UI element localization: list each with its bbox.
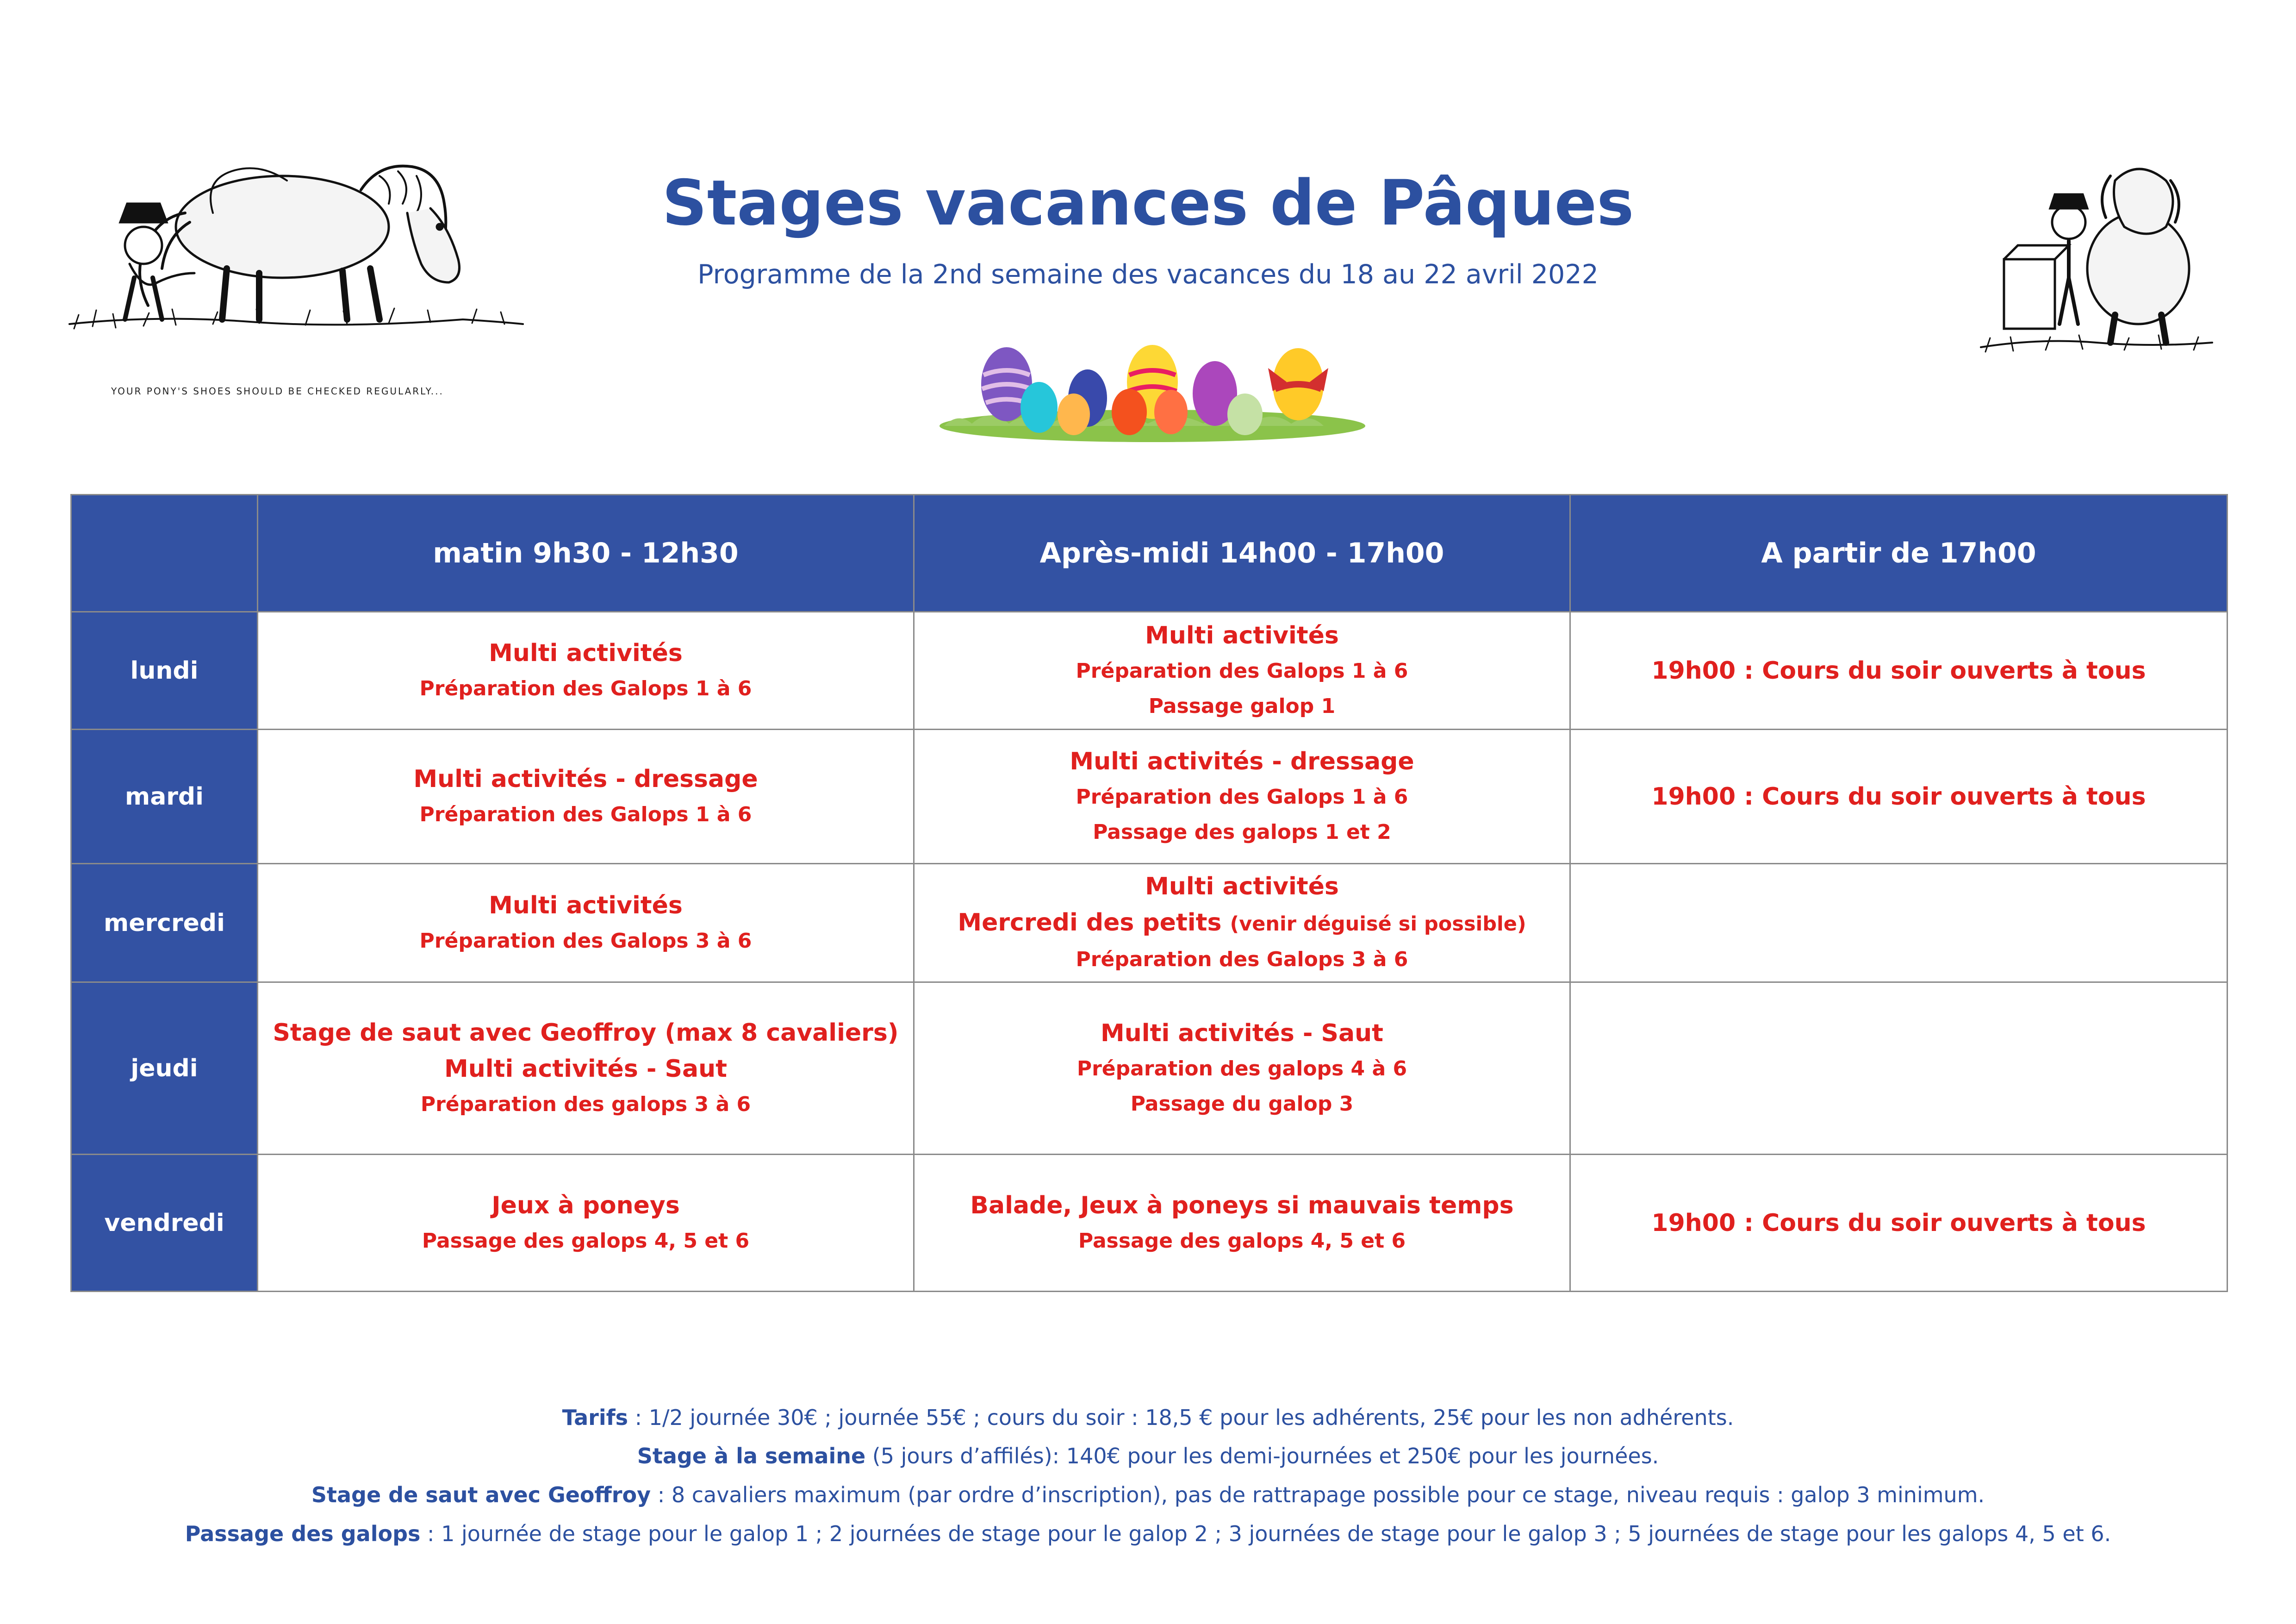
table-row-mardi (71, 730, 2228, 864)
header-empty-cell (71, 495, 258, 612)
activity-sub: Passage du galop 3 (1130, 1092, 1354, 1116)
activity-main: Multi activités - dressage (1070, 747, 1414, 775)
activity-note: (venir déguisé si possible) (1230, 912, 1526, 936)
cell-soir (1570, 730, 2228, 864)
day-label: mercredi (71, 864, 258, 982)
footer-passage-galops (0, 1521, 2296, 1546)
footer-label: Stage de saut avec Geoffroy (311, 1482, 651, 1507)
table-row-mercredi (71, 864, 2228, 982)
page-title: Stages vacances de Pâques (662, 167, 1634, 239)
activity-sub: Passage des galops 4, 5 et 6 (422, 1229, 750, 1253)
cell-apres-midi (914, 982, 1570, 1155)
cell-matin (258, 864, 914, 982)
activity-main: 19h00 : Cours du soir ouverts à tous (1651, 782, 2146, 811)
activity-sub: Préparation des galops 4 à 6 (1076, 1056, 1407, 1081)
day-label: vendredi (71, 1155, 258, 1292)
activity-main: Multi activités - Saut (1101, 1019, 1383, 1047)
activity-sub: Préparation des Galops 1 à 6 (419, 802, 752, 826)
cell-apres-midi (914, 864, 1570, 982)
cell-matin (258, 982, 914, 1155)
cell-soir (1570, 612, 2228, 730)
activity-sub: Passage des galops 1 et 2 (1093, 820, 1391, 844)
activity-main: Multi activités (489, 639, 683, 667)
day-label: jeudi (71, 982, 258, 1155)
easter-eggs-image (935, 338, 1370, 444)
footer-text: (5 jours d’affilés): 140€ pour les demi-journées et 250€ pour les journées. (865, 1443, 1659, 1468)
activity-sub: Passage des galops 4, 5 et 6 (1078, 1229, 1406, 1253)
activity-sub: Préparation des Galops 1 à 6 (1076, 659, 1408, 683)
cell-matin (258, 1155, 914, 1292)
footer-stage-saut (0, 1482, 2296, 1507)
header-apres-midi: Après-midi 14h00 - 17h00 (914, 495, 1570, 612)
activity-sub: Préparation des Galops 3 à 6 (419, 929, 752, 953)
activity-main: 19h00 : Cours du soir ouverts à tous (1651, 656, 2146, 685)
footer-text: : 1/2 journée 30€ ; journée 55€ ; cours du soir : 18,5 € pour les adhérents, 25€ pour les non adhérents. (628, 1405, 1734, 1430)
schedule-table (70, 494, 2228, 1292)
activity-main-text: Mercredi des petits (958, 909, 1222, 937)
activity-main: Multi activités (1145, 873, 1339, 900)
cell-matin (258, 730, 914, 864)
activity-main: Balade, Jeux à poneys si mauvais temps (970, 1191, 1514, 1219)
activity-sub: Passage galop 1 (1148, 694, 1336, 718)
activity-main: 19h00 : Cours du soir ouverts à tous (1651, 1209, 2146, 1237)
activity-main: Stage de saut avec Geoffroy (max 8 cavaliers) (273, 1018, 899, 1047)
cell-apres-midi (914, 612, 1570, 730)
footer-tarifs (0, 1405, 2296, 1430)
cell-soir (1570, 864, 2228, 982)
footer-label: Tarifs (562, 1405, 628, 1430)
activity-main-secondary (924, 905, 1560, 942)
activity-main: Multi activités (489, 891, 683, 919)
header-soir: A partir de 17h00 (1570, 495, 2228, 612)
table-row-jeudi (71, 982, 2228, 1155)
illustration-caption: YOUR PONY'S SHOES SHOULD BE CHECKED REGULARLY... (111, 386, 444, 397)
footer-stage-semaine (0, 1443, 2296, 1468)
activity-sub: Préparation des Galops 1 à 6 (1076, 785, 1408, 809)
activity-main: Multi activités (1145, 621, 1339, 650)
activity-main: Multi activités - dressage (413, 765, 758, 793)
activity-sub: Préparation des galops 3 à 6 (420, 1092, 751, 1116)
day-label: lundi (71, 612, 258, 730)
day-label: mardi (71, 730, 258, 864)
footer-label: Stage à la semaine (637, 1443, 866, 1468)
activity-main: Jeux à poneys (492, 1191, 680, 1219)
footer-label: Passage des galops (185, 1521, 421, 1546)
activity-main-secondary: Multi activités - Saut (444, 1055, 727, 1083)
table-row-vendredi (71, 1155, 2228, 1292)
cell-matin (258, 612, 914, 730)
activity-sub: Préparation des Galops 1 à 6 (419, 676, 752, 700)
cell-soir (1570, 1155, 2228, 1292)
page-subtitle: Programme de la 2nd semaine des vacances du 18 au 22 avril 2022 (697, 259, 1599, 290)
activity-sub: Préparation des Galops 3 à 6 (1076, 948, 1408, 971)
footer-text: : 8 cavaliers maximum (par ordre d’inscription), pas de rattrapage possible pour ce stage, niveau requis : galop 3 minimum. (651, 1482, 1985, 1507)
header-matin: matin 9h30 - 12h30 (258, 495, 914, 612)
cell-soir (1570, 982, 2228, 1155)
cell-apres-midi (914, 1155, 1570, 1292)
table-row-lundi (71, 612, 2228, 730)
footer-text: : 1 journée de stage pour le galop 1 ; 2 journées de stage pour le galop 2 ; 3 journées de stage pour le galop 3 ; 5 journées de stage pour les galops 4, 5 et 6. (420, 1521, 2111, 1546)
cell-apres-midi (914, 730, 1570, 864)
table-header-row (71, 495, 2228, 612)
